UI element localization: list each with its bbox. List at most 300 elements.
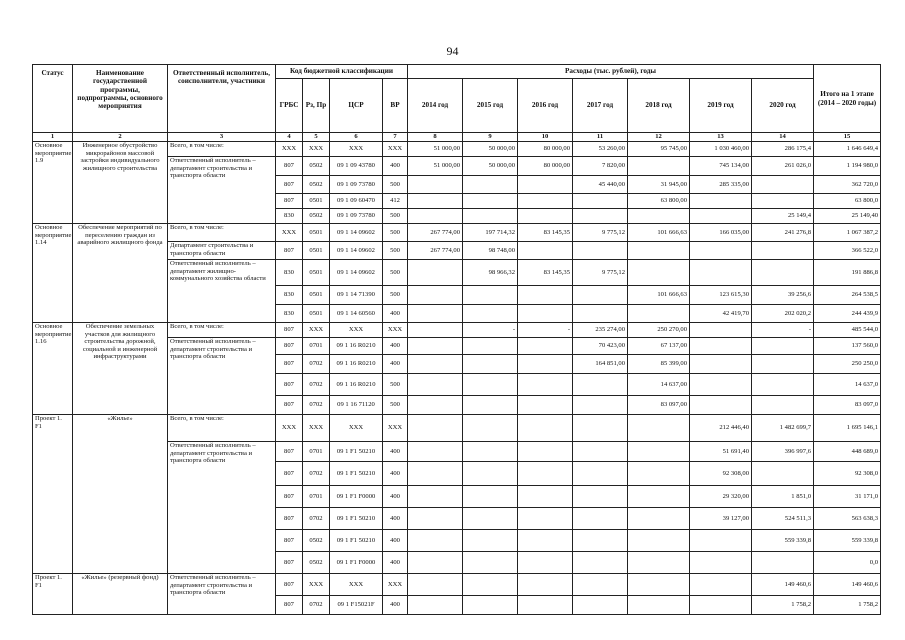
name-cell: «Жилье» (резервный фонд) xyxy=(73,574,168,615)
amount-cell: 70 423,00 xyxy=(573,338,628,355)
vr-cell: 400 xyxy=(383,508,408,530)
amount-cell xyxy=(518,338,573,355)
csr-cell: 09 1 16 R0210 xyxy=(330,355,383,374)
vr-cell: XXX xyxy=(383,574,408,596)
rz-cell: 0502 xyxy=(303,530,330,552)
amount-cell: 85 399,00 xyxy=(628,355,690,374)
rz-cell: XXX xyxy=(303,142,330,157)
amount-cell: 235 274,00 xyxy=(573,323,628,338)
header-csr: ЦСР xyxy=(330,79,383,133)
rz-cell: 0702 xyxy=(303,355,330,374)
amount-cell xyxy=(690,374,752,396)
amount-cell xyxy=(463,508,518,530)
amount-cell: 745 134,00 xyxy=(690,157,752,176)
vr-cell: XXX xyxy=(383,142,408,157)
amount-cell xyxy=(463,209,518,224)
rz-cell: 0501 xyxy=(303,224,330,242)
amount-cell: 51 000,00 xyxy=(408,157,463,176)
amount-cell xyxy=(573,462,628,486)
amount-cell xyxy=(628,209,690,224)
total-cell: 250 250,0 xyxy=(814,355,881,374)
amount-cell: 31 945,00 xyxy=(628,176,690,194)
amount-cell: 63 800,00 xyxy=(628,194,690,209)
executor-cell: Ответственный исполнитель – департамент строительства и транспорта области xyxy=(168,338,276,415)
amount-cell: 50 000,00 xyxy=(463,157,518,176)
grbs-cell: XXX xyxy=(276,142,303,157)
amount-cell: 101 666,63 xyxy=(628,224,690,242)
vr-cell: 400 xyxy=(383,596,408,615)
amount-cell xyxy=(518,508,573,530)
amount-cell xyxy=(408,486,463,508)
col-number: 15 xyxy=(814,133,881,142)
vr-cell: 400 xyxy=(383,442,408,462)
amount-cell xyxy=(518,574,573,596)
rz-cell: 0702 xyxy=(303,462,330,486)
amount-cell: 80 000,00 xyxy=(518,142,573,157)
amount-cell xyxy=(408,260,463,286)
col-number: 2 xyxy=(73,133,168,142)
header-total: Итого на 1 этапе (2014 – 2020 годы) xyxy=(814,65,881,133)
header-year: 2018 год xyxy=(628,79,690,133)
executor-cell: Всего, в том числе: xyxy=(168,415,276,442)
vr-cell: 400 xyxy=(383,305,408,323)
amount-cell: 250 270,00 xyxy=(628,323,690,338)
amount-cell xyxy=(573,552,628,574)
rz-cell: 0702 xyxy=(303,396,330,415)
table-row xyxy=(33,415,881,442)
total-cell: 1 646 649,4 xyxy=(814,142,881,157)
amount-cell xyxy=(690,396,752,415)
total-cell: 83 097,0 xyxy=(814,396,881,415)
amount-cell xyxy=(408,286,463,305)
amount-cell xyxy=(408,305,463,323)
amount-cell xyxy=(573,442,628,462)
table-body xyxy=(33,142,881,615)
csr-cell: XXX xyxy=(330,415,383,442)
header-budget-code: Код бюджетной классификации xyxy=(276,65,408,79)
header-executor: Ответственный исполнитель, соисполнители, участники xyxy=(168,65,276,133)
col-number: 12 xyxy=(628,133,690,142)
amount-cell xyxy=(463,355,518,374)
csr-cell: XXX xyxy=(330,323,383,338)
rz-cell: 0702 xyxy=(303,508,330,530)
vr-cell: 412 xyxy=(383,194,408,209)
total-cell: 0,0 xyxy=(814,552,881,574)
status-cell: Основное мероприятие 1.14 xyxy=(33,224,73,323)
rz-cell: XXX xyxy=(303,574,330,596)
amount-cell: 286 175,4 xyxy=(752,142,814,157)
col-number: 3 xyxy=(168,133,276,142)
amount-cell xyxy=(408,530,463,552)
amount-cell xyxy=(408,442,463,462)
rz-cell: 0501 xyxy=(303,242,330,260)
amount-cell xyxy=(463,486,518,508)
amount-cell: 166 035,00 xyxy=(690,224,752,242)
amount-cell xyxy=(408,508,463,530)
amount-cell xyxy=(573,508,628,530)
grbs-cell: 807 xyxy=(276,338,303,355)
vr-cell: 500 xyxy=(383,176,408,194)
total-cell: 149 460,6 xyxy=(814,574,881,596)
rz-cell: 0501 xyxy=(303,260,330,286)
csr-cell: 09 1 14 09602 xyxy=(330,224,383,242)
amount-cell xyxy=(752,355,814,374)
amount-cell xyxy=(628,442,690,462)
name-cell: «Жилье» xyxy=(73,415,168,574)
amount-cell xyxy=(408,176,463,194)
amount-cell xyxy=(628,157,690,176)
amount-cell: 123 615,30 xyxy=(690,286,752,305)
csr-cell: 09 1 F1 50210 xyxy=(330,462,383,486)
total-cell: 264 538,5 xyxy=(814,286,881,305)
total-cell: 1 758,2 xyxy=(814,596,881,615)
col-number: 8 xyxy=(408,133,463,142)
amount-cell xyxy=(573,596,628,615)
amount-cell xyxy=(573,530,628,552)
amount-cell xyxy=(518,396,573,415)
table-row xyxy=(33,224,881,242)
amount-cell xyxy=(690,552,752,574)
amount-cell xyxy=(752,194,814,209)
amount-cell xyxy=(690,355,752,374)
amount-cell xyxy=(463,286,518,305)
amount-cell xyxy=(573,396,628,415)
amount-cell xyxy=(408,552,463,574)
amount-cell xyxy=(518,286,573,305)
grbs-cell: 807 xyxy=(276,486,303,508)
amount-cell xyxy=(690,242,752,260)
amount-cell: 39 127,00 xyxy=(690,508,752,530)
vr-cell: 500 xyxy=(383,260,408,286)
amount-cell: 83 145,35 xyxy=(518,260,573,286)
csr-cell: 09 1 F1 F0000 xyxy=(330,552,383,574)
amount-cell xyxy=(518,176,573,194)
vr-cell: 500 xyxy=(383,396,408,415)
vr-cell: 400 xyxy=(383,462,408,486)
vr-cell: 400 xyxy=(383,486,408,508)
rz-cell: 0702 xyxy=(303,374,330,396)
header-year: 2014 год xyxy=(408,79,463,133)
amount-cell: 101 666,63 xyxy=(628,286,690,305)
amount-cell xyxy=(518,442,573,462)
csr-cell: 09 1 14 71390 xyxy=(330,286,383,305)
grbs-cell: 830 xyxy=(276,286,303,305)
amount-cell xyxy=(463,415,518,442)
amount-cell: - xyxy=(752,323,814,338)
grbs-cell: XXX xyxy=(276,415,303,442)
csr-cell: 09 1 09 60470 xyxy=(330,194,383,209)
vr-cell: 500 xyxy=(383,286,408,305)
amount-cell: 98 966,32 xyxy=(463,260,518,286)
table-row xyxy=(33,142,881,157)
amount-cell: 14 637,00 xyxy=(628,374,690,396)
amount-cell xyxy=(752,552,814,574)
amount-cell xyxy=(463,374,518,396)
amount-cell xyxy=(628,486,690,508)
executor-cell: Всего, в том числе: xyxy=(168,224,276,242)
csr-cell: XXX xyxy=(330,142,383,157)
amount-cell: 1 030 460,00 xyxy=(690,142,752,157)
amount-cell xyxy=(573,305,628,323)
col-number: 14 xyxy=(752,133,814,142)
col-number: 5 xyxy=(303,133,330,142)
amount-cell xyxy=(408,355,463,374)
amount-cell xyxy=(573,242,628,260)
amount-cell xyxy=(628,462,690,486)
csr-cell: 09 1 F1 50210 xyxy=(330,442,383,462)
col-number: 13 xyxy=(690,133,752,142)
vr-cell: 400 xyxy=(383,338,408,355)
executor-cell: Всего, в том числе: xyxy=(168,323,276,338)
table-row xyxy=(33,574,881,596)
csr-cell: 09 1 F1 F0000 xyxy=(330,486,383,508)
col-number: 10 xyxy=(518,133,573,142)
amount-cell: 67 137,00 xyxy=(628,338,690,355)
grbs-cell: 830 xyxy=(276,305,303,323)
total-cell: 362 720,0 xyxy=(814,176,881,194)
csr-cell: 09 1 14 09602 xyxy=(330,260,383,286)
amount-cell xyxy=(573,415,628,442)
name-cell: Обеспечение мероприятий по переселению граждан из аварийного жилищного фонда xyxy=(73,224,168,323)
total-cell: 92 308,0 xyxy=(814,462,881,486)
amount-cell xyxy=(628,305,690,323)
rz-cell: 0701 xyxy=(303,338,330,355)
amount-cell xyxy=(752,176,814,194)
amount-cell: 83 145,35 xyxy=(518,224,573,242)
amount-cell xyxy=(752,374,814,396)
csr-cell: 09 1 09 43780 xyxy=(330,157,383,176)
amount-cell: 92 308,00 xyxy=(690,462,752,486)
amount-cell: 98 748,00 xyxy=(463,242,518,260)
amount-cell xyxy=(518,462,573,486)
total-cell: 25 149,40 xyxy=(814,209,881,224)
amount-cell xyxy=(408,338,463,355)
grbs-cell: 807 xyxy=(276,242,303,260)
amount-cell xyxy=(628,415,690,442)
header-year: 2016 год xyxy=(518,79,573,133)
rz-cell: 0501 xyxy=(303,305,330,323)
amount-cell: 50 000,00 xyxy=(463,142,518,157)
col-number: 11 xyxy=(573,133,628,142)
amount-cell: 149 460,6 xyxy=(752,574,814,596)
amount-cell xyxy=(463,176,518,194)
amount-cell xyxy=(408,415,463,442)
total-cell: 1 695 146,1 xyxy=(814,415,881,442)
total-cell: 191 886,8 xyxy=(814,260,881,286)
vr-cell: 400 xyxy=(383,552,408,574)
grbs-cell: XXX xyxy=(276,224,303,242)
vr-cell: 400 xyxy=(383,157,408,176)
amount-cell: 7 820,00 xyxy=(573,157,628,176)
expenses-table xyxy=(32,64,881,615)
amount-cell: 261 026,0 xyxy=(752,157,814,176)
amount-cell xyxy=(463,338,518,355)
amount-cell xyxy=(573,194,628,209)
grbs-cell: 807 xyxy=(276,442,303,462)
amount-cell xyxy=(463,552,518,574)
amount-cell xyxy=(408,209,463,224)
header-year: 2019 год xyxy=(690,79,752,133)
amount-cell: 197 714,32 xyxy=(463,224,518,242)
grbs-cell: 807 xyxy=(276,323,303,338)
amount-cell: 1 851,0 xyxy=(752,486,814,508)
amount-cell xyxy=(690,260,752,286)
csr-cell: XXX xyxy=(330,574,383,596)
vr-cell: 500 xyxy=(383,209,408,224)
table-row xyxy=(33,323,881,338)
amount-cell: 396 997,6 xyxy=(752,442,814,462)
amount-cell: 83 097,00 xyxy=(628,396,690,415)
amount-cell: 51 691,40 xyxy=(690,442,752,462)
total-cell: 563 638,3 xyxy=(814,508,881,530)
amount-cell xyxy=(690,596,752,615)
amount-cell xyxy=(518,242,573,260)
vr-cell: 400 xyxy=(383,530,408,552)
amount-cell: 25 149,4 xyxy=(752,209,814,224)
total-cell: 244 439,9 xyxy=(814,305,881,323)
amount-cell xyxy=(518,194,573,209)
amount-cell xyxy=(408,396,463,415)
amount-cell xyxy=(518,355,573,374)
vr-cell: XXX xyxy=(383,415,408,442)
col-number: 6 xyxy=(330,133,383,142)
amount-cell: 524 511,3 xyxy=(752,508,814,530)
grbs-cell: 807 xyxy=(276,176,303,194)
csr-cell: 09 1 F1 50210 xyxy=(330,530,383,552)
amount-cell xyxy=(628,260,690,286)
amount-cell: 45 440,00 xyxy=(573,176,628,194)
amount-cell xyxy=(752,462,814,486)
amount-cell xyxy=(690,338,752,355)
amount-cell xyxy=(518,209,573,224)
col-number: 1 xyxy=(33,133,73,142)
amount-cell xyxy=(628,508,690,530)
amount-cell xyxy=(408,596,463,615)
grbs-cell: 830 xyxy=(276,260,303,286)
amount-cell xyxy=(408,462,463,486)
total-cell: 448 689,0 xyxy=(814,442,881,462)
amount-cell xyxy=(463,574,518,596)
rz-cell: 0502 xyxy=(303,157,330,176)
col-number: 4 xyxy=(276,133,303,142)
amount-cell: 80 000,00 xyxy=(518,157,573,176)
amount-cell: 9 775,12 xyxy=(573,260,628,286)
csr-cell: 09 1 14 60560 xyxy=(330,305,383,323)
amount-cell: 559 339,8 xyxy=(752,530,814,552)
amount-cell xyxy=(463,396,518,415)
amount-cell: 212 446,40 xyxy=(690,415,752,442)
amount-cell xyxy=(463,530,518,552)
amount-cell xyxy=(573,374,628,396)
amount-cell xyxy=(628,552,690,574)
amount-cell xyxy=(628,530,690,552)
amount-cell xyxy=(752,338,814,355)
amount-cell xyxy=(463,596,518,615)
col-number: 7 xyxy=(383,133,408,142)
rz-cell: 0702 xyxy=(303,596,330,615)
header-expenses: Расходы (тыс. рублей), годы xyxy=(408,65,814,79)
rz-cell: XXX xyxy=(303,415,330,442)
amount-cell xyxy=(752,260,814,286)
header-name: Наименование государственной программы, подпрограммы, основного мероприятия xyxy=(73,65,168,133)
vr-cell: XXX xyxy=(383,323,408,338)
header-year: 2020 год xyxy=(752,79,814,133)
amount-cell xyxy=(518,305,573,323)
csr-cell: 09 1 F15021F xyxy=(330,596,383,615)
amount-cell xyxy=(752,396,814,415)
total-cell: 14 637,0 xyxy=(814,374,881,396)
grbs-cell: 807 xyxy=(276,552,303,574)
amount-cell xyxy=(518,374,573,396)
grbs-cell: 807 xyxy=(276,462,303,486)
status-cell: Проект 1. F1 xyxy=(33,574,73,615)
grbs-cell: 807 xyxy=(276,374,303,396)
executor-cell: Ответственный исполнитель – департамент строительства и транспорта области xyxy=(168,442,276,574)
amount-cell: 9 775,12 xyxy=(573,224,628,242)
amount-cell: 164 851,00 xyxy=(573,355,628,374)
header-vr: ВР xyxy=(383,79,408,133)
grbs-cell: 807 xyxy=(276,194,303,209)
amount-cell xyxy=(690,323,752,338)
status-cell: Проект 1. F1 xyxy=(33,415,73,574)
amount-cell xyxy=(518,530,573,552)
header-year: 2015 год xyxy=(463,79,518,133)
amount-cell xyxy=(573,209,628,224)
amount-cell: - xyxy=(518,323,573,338)
executor-cell: Ответственный исполнитель – департамент жилищно-коммунального хозяйства области xyxy=(168,260,276,323)
amount-cell xyxy=(628,574,690,596)
vr-cell: 500 xyxy=(383,242,408,260)
rz-cell: XXX xyxy=(303,323,330,338)
amount-cell: 39 256,6 xyxy=(752,286,814,305)
amount-cell: 51 000,00 xyxy=(408,142,463,157)
header-grbs: ГРБС xyxy=(276,79,303,133)
executor-cell: Департамент строительства и транспорта области xyxy=(168,242,276,260)
csr-cell: 09 1 F1 50210 xyxy=(330,508,383,530)
amount-cell: 202 020,2 xyxy=(752,305,814,323)
rz-cell: 0701 xyxy=(303,442,330,462)
amount-cell xyxy=(463,194,518,209)
amount-cell xyxy=(752,242,814,260)
vr-cell: 500 xyxy=(383,224,408,242)
name-cell: Обеспечение земельных участков для жилищного строительства дорожной, социальной и инженерной инфраструктурами xyxy=(73,323,168,415)
executor-cell: Всего, в том числе: xyxy=(168,142,276,157)
amount-cell xyxy=(518,552,573,574)
amount-cell xyxy=(408,323,463,338)
total-cell: 1 194 980,0 xyxy=(814,157,881,176)
grbs-cell: 807 xyxy=(276,157,303,176)
csr-cell: 09 1 16 71120 xyxy=(330,396,383,415)
total-cell: 366 522,0 xyxy=(814,242,881,260)
header-rz: Рз, Пр xyxy=(303,79,330,133)
amount-cell: 42 419,70 xyxy=(690,305,752,323)
rz-cell: 0701 xyxy=(303,486,330,508)
amount-cell: 95 745,00 xyxy=(628,142,690,157)
grbs-cell: 807 xyxy=(276,355,303,374)
amount-cell xyxy=(573,486,628,508)
grbs-cell: 807 xyxy=(276,396,303,415)
header-status: Статус xyxy=(33,65,73,133)
header-year: 2017 год xyxy=(573,79,628,133)
amount-cell xyxy=(408,574,463,596)
grbs-cell: 830 xyxy=(276,209,303,224)
total-cell: 1 067 387,2 xyxy=(814,224,881,242)
name-cell: Инженерное обустройство микрорайонов массовой застройки индивидуального жилищного строительства xyxy=(73,142,168,224)
total-cell: 137 560,0 xyxy=(814,338,881,355)
executor-cell: Ответственный исполнитель – департамент строительства и транспорта области xyxy=(168,574,276,615)
amount-cell xyxy=(463,462,518,486)
grbs-cell: 807 xyxy=(276,508,303,530)
